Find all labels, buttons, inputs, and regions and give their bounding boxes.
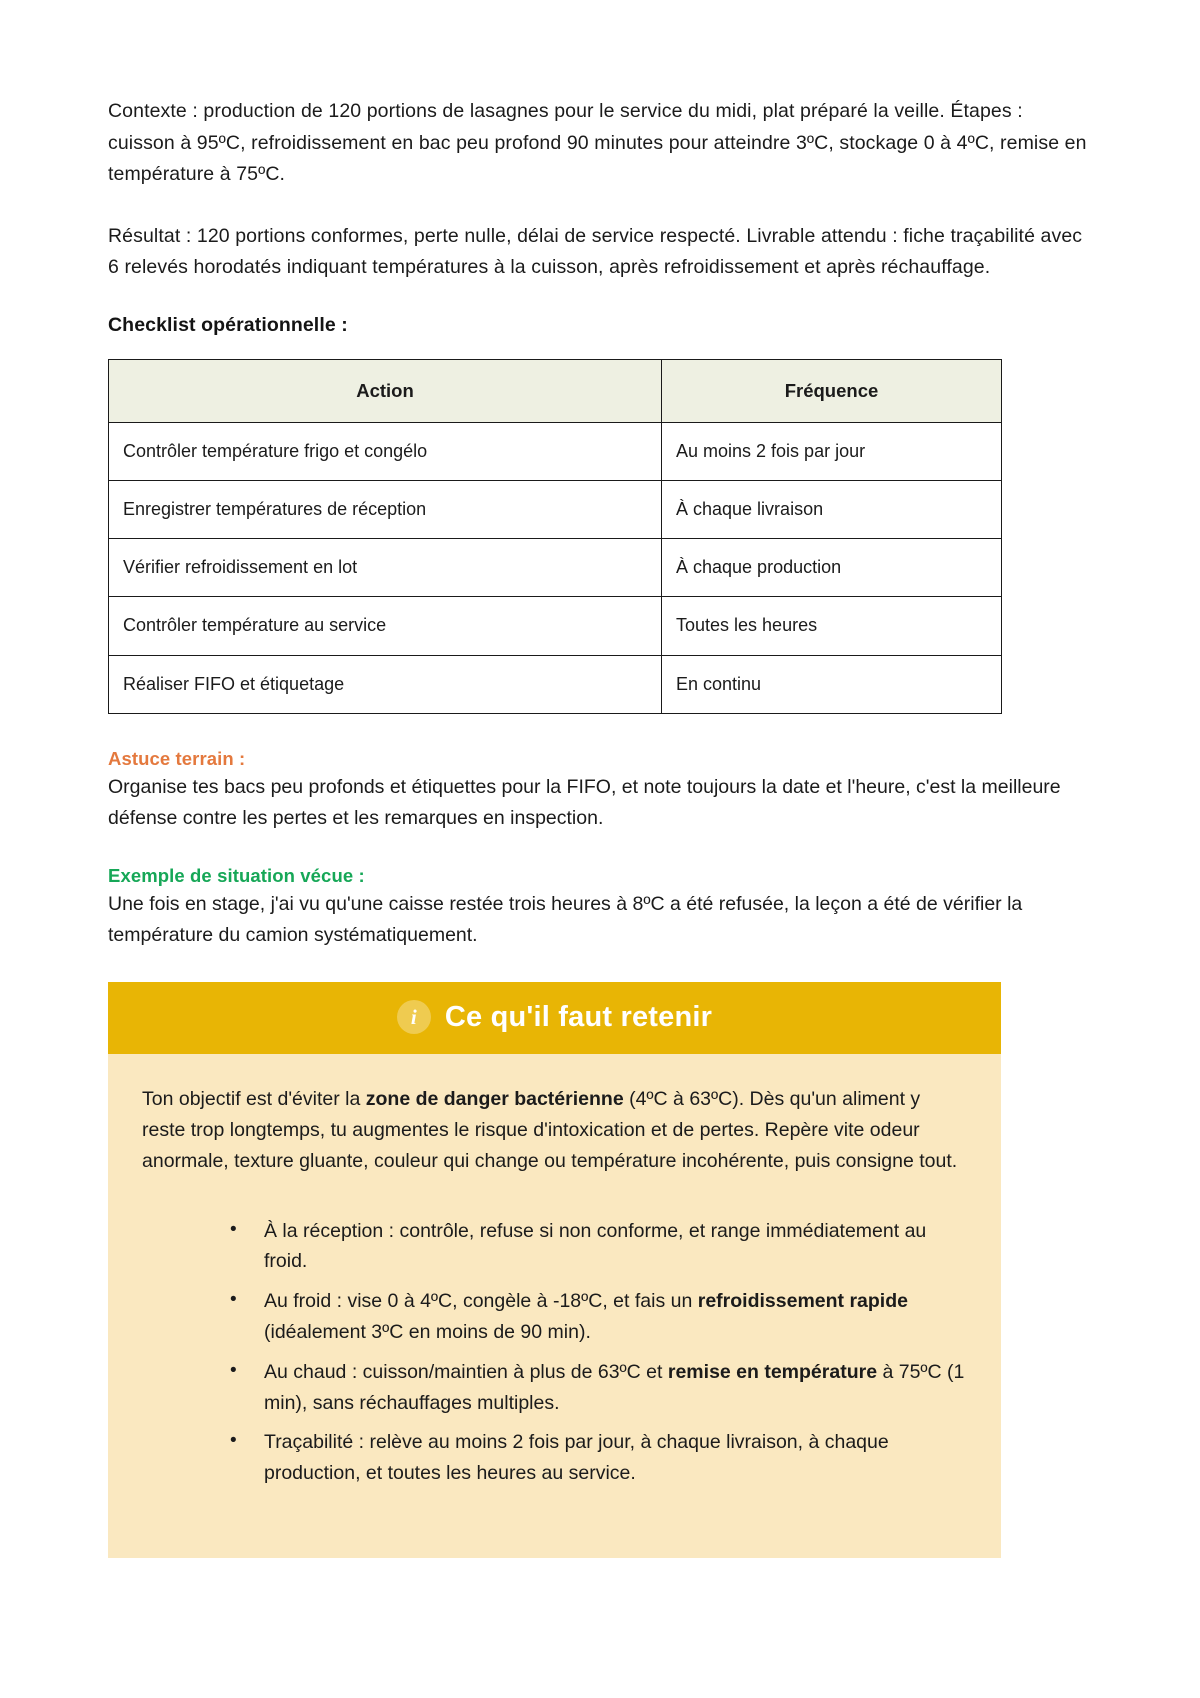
cell-frequence: À chaque production (662, 539, 1002, 597)
list-item (230, 1216, 967, 1278)
table-row (109, 597, 1002, 655)
table-header-row (109, 359, 1002, 422)
example-text: Une fois en stage, j'ai vu qu'une caisse restée trois heures à 8ºC a été refusée, la leçon a été de vérifier la température du camion systématiquement. (108, 892, 1023, 947)
bullet-part2: (idéalement 3ºC en moins de 90 min). (264, 1320, 591, 1343)
callout-bullet-list (142, 1216, 967, 1489)
bullet-part1: À la réception : contrôle, refuse si non conforme, et range immédiatement au froid. (264, 1219, 927, 1273)
callout-title: Ce qu'il faut retenir (444, 1000, 713, 1033)
bullet-bold: refroidissement rapide (697, 1290, 908, 1313)
cell-frequence: À chaque livraison (662, 480, 1002, 538)
tip-text: Organise tes bacs peu profonds et étiquettes pour la FIFO, et note toujours la date et l'heure, c'est la meilleure défense contre les pertes et les remarques en inspection. (108, 775, 1061, 830)
example-label: Exemple de situation vécue : (108, 864, 365, 886)
cell-frequence: En continu (662, 655, 1002, 713)
paragraph-resultat: Résultat : 120 portions conformes, perte nulle, délai de service respecté. Livrable attendu : fiche traçabilité avec 6 relevés horodatés indiquant températures à la cuisson, après refroidissement et après réchauffage. (108, 224, 1083, 279)
table-row (109, 539, 1002, 597)
column-header-action: Action (109, 359, 662, 422)
cell-action: Contrôler température au service (109, 597, 662, 655)
cell-frequence: Au moins 2 fois par jour (662, 422, 1002, 480)
cell-action: Vérifier refroidissement en lot (109, 539, 662, 597)
callout-intro-part1: Ton objectif est d'éviter la (142, 1088, 366, 1111)
list-item (230, 1427, 967, 1489)
tip-label: Astuce terrain : (108, 747, 246, 769)
callout-intro (142, 1084, 967, 1178)
cell-action: Contrôler température frigo et congélo (109, 422, 662, 480)
info-icon: i (397, 1000, 431, 1034)
table-row (109, 655, 1002, 713)
bullet-part2: à 75ºC (1 min), sans réchauffages multiples. (264, 1360, 965, 1414)
column-header-frequence: Fréquence (662, 359, 1002, 422)
cell-frequence: Toutes les heures (662, 597, 1002, 655)
checklist-heading: Checklist opérationnelle : (108, 313, 348, 336)
callout-box (108, 982, 1001, 1558)
bullet-bold: remise en température (667, 1360, 878, 1383)
tip-block (108, 748, 1092, 835)
cell-action: Réaliser FIFO et étiquetage (109, 655, 662, 713)
callout-body (108, 1054, 1001, 1558)
bullet-part1: Traçabilité : relève au moins 2 fois par jour, à chaque livraison, à chaque production, et toutes les heures au service. (264, 1431, 889, 1485)
cell-action: Enregistrer températures de réception (109, 480, 662, 538)
table-row (109, 422, 1002, 480)
callout-header (108, 982, 1001, 1054)
callout-intro-part2: (4ºC à 63ºC). Dès qu'un aliment y reste trop longtemps, tu augmentes le risque d'intoxication et de pertes. Repère vite odeur anormale, texture gluante, couleur qui change ou température incohérente, puis consigne tout. (142, 1088, 958, 1173)
callout-intro-bold: zone de danger bactérienne (365, 1088, 624, 1111)
list-item (230, 1357, 967, 1419)
table-row (109, 480, 1002, 538)
checklist-table (108, 359, 1002, 714)
bullet-part1: Au chaud : cuisson/maintien à plus de 63ºC et (264, 1360, 668, 1383)
bullet-part1: Au froid : vise 0 à 4ºC, congèle à -18ºC, et fais un (264, 1290, 698, 1313)
example-block (108, 865, 1092, 952)
paragraph-contexte: Contexte : production de 120 portions de lasagnes pour le service du midi, plat préparé la veille. Étapes : cuisson à 95ºC, refroidissement en bac peu profond 90 minutes pour atteindre 3ºC, stockage 0 à 4ºC, remise en température à 75ºC. (108, 100, 1087, 186)
list-item (230, 1286, 967, 1348)
